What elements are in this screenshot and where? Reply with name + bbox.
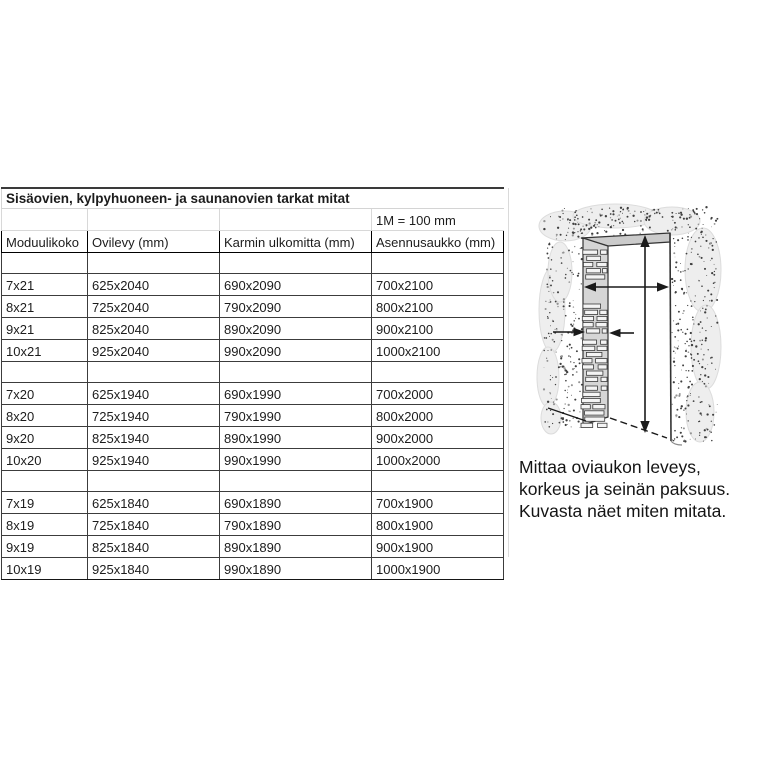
table-cell: 790x1890 — [220, 514, 372, 536]
table-cell: 900x2100 — [372, 318, 504, 340]
separator-row — [2, 471, 504, 492]
table-cell: 700x1900 — [372, 492, 504, 514]
opening-right-edge — [670, 233, 671, 441]
table-cell: 825x1940 — [88, 427, 220, 449]
table-row — [2, 536, 504, 558]
table-cell: 10x21 — [2, 340, 88, 362]
table-cell: 625x2040 — [88, 274, 220, 296]
table-cell: 725x1840 — [88, 514, 220, 536]
table-cell: 690x1890 — [220, 492, 372, 514]
table-row — [2, 514, 504, 536]
table-cell: 700x2100 — [372, 274, 504, 296]
door-size-sheet — [1, 187, 504, 580]
table-cell: 8x20 — [2, 405, 88, 427]
table-cell: 10x20 — [2, 449, 88, 471]
table-cell: 990x1990 — [220, 449, 372, 471]
table-cell: 925x2040 — [88, 340, 220, 362]
table-cell: 825x1840 — [88, 536, 220, 558]
separator-row — [2, 362, 504, 383]
table-cell: 690x1990 — [220, 383, 372, 405]
table-cell: 8x19 — [2, 514, 88, 536]
table-title-row — [2, 188, 504, 209]
table-row — [2, 558, 504, 580]
table-row — [2, 383, 504, 405]
table-row — [2, 274, 504, 296]
col-header-karmin-ulkomitta: Karmin ulkomitta (mm) — [220, 231, 372, 253]
table-cell: 890x1990 — [220, 427, 372, 449]
door-sizes-table — [1, 187, 504, 580]
table-cell: 825x2040 — [88, 318, 220, 340]
table-title: Sisäovien, kylpyhuoneen- ja saunanovien tarkat mitat — [2, 188, 504, 209]
table-cell: 925x1840 — [88, 558, 220, 580]
table-body — [2, 253, 504, 580]
table-row — [2, 296, 504, 318]
table-cell: 9x20 — [2, 427, 88, 449]
height-arrow — [640, 235, 649, 433]
table-cell: 1000x2000 — [372, 449, 504, 471]
table-cell: 7x21 — [2, 274, 88, 296]
caption-line: Kuvasta näet miten mitata. — [519, 501, 727, 521]
table-cell: 790x2090 — [220, 296, 372, 318]
table-cell: 925x1940 — [88, 449, 220, 471]
table-cell: 890x1890 — [220, 536, 372, 558]
col-header-moduulikoko: Moduulikoko — [2, 231, 88, 253]
table-row — [2, 427, 504, 449]
table-row — [2, 492, 504, 514]
table-cell: 800x2000 — [372, 405, 504, 427]
col-header-asennusaukko: Asennusaukko (mm) — [372, 231, 504, 253]
table-cell: 900x1900 — [372, 536, 504, 558]
wall-bottom-edge — [671, 441, 682, 445]
table-cell: 800x1900 — [372, 514, 504, 536]
table-cell: 790x1990 — [220, 405, 372, 427]
separator-row — [2, 253, 504, 274]
table-row — [2, 318, 504, 340]
table-cell: 7x20 — [2, 383, 88, 405]
table-row — [2, 405, 504, 427]
table-cell: 690x2090 — [220, 274, 372, 296]
table-cell: 725x2040 — [88, 296, 220, 318]
floor-dashed-line — [610, 418, 667, 438]
spreadsheet-gridline — [508, 188, 509, 557]
table-cell: 700x2000 — [372, 383, 504, 405]
table-row — [2, 340, 504, 362]
col-header-ovilevy: Ovilevy (mm) — [88, 231, 220, 253]
table-cell: 1000x1900 — [372, 558, 504, 580]
caption-line: Mittaa oviaukon leveys, — [519, 457, 701, 477]
scale-note: 1M = 100 mm — [372, 209, 504, 231]
scale-note-row — [2, 209, 504, 231]
table-cell: 890x2090 — [220, 318, 372, 340]
table-cell: 625x1940 — [88, 383, 220, 405]
caption — [519, 456, 730, 522]
caption-line: korkeus ja seinän paksuus. — [519, 479, 731, 499]
table-cell: 1000x2100 — [372, 340, 504, 362]
table-row — [2, 449, 504, 471]
table-cell: 725x1940 — [88, 405, 220, 427]
table-cell: 10x19 — [2, 558, 88, 580]
table-cell: 625x1840 — [88, 492, 220, 514]
table-cell: 9x21 — [2, 318, 88, 340]
table-cell: 8x21 — [2, 296, 88, 318]
table-cell: 9x19 — [2, 536, 88, 558]
table-cell: 7x19 — [2, 492, 88, 514]
table-header-row — [2, 231, 504, 253]
table-cell: 990x1890 — [220, 558, 372, 580]
table-cell: 800x2100 — [372, 296, 504, 318]
table-cell: 990x2090 — [220, 340, 372, 362]
table-cell: 900x2000 — [372, 427, 504, 449]
door-measurement-illustration — [520, 192, 759, 460]
